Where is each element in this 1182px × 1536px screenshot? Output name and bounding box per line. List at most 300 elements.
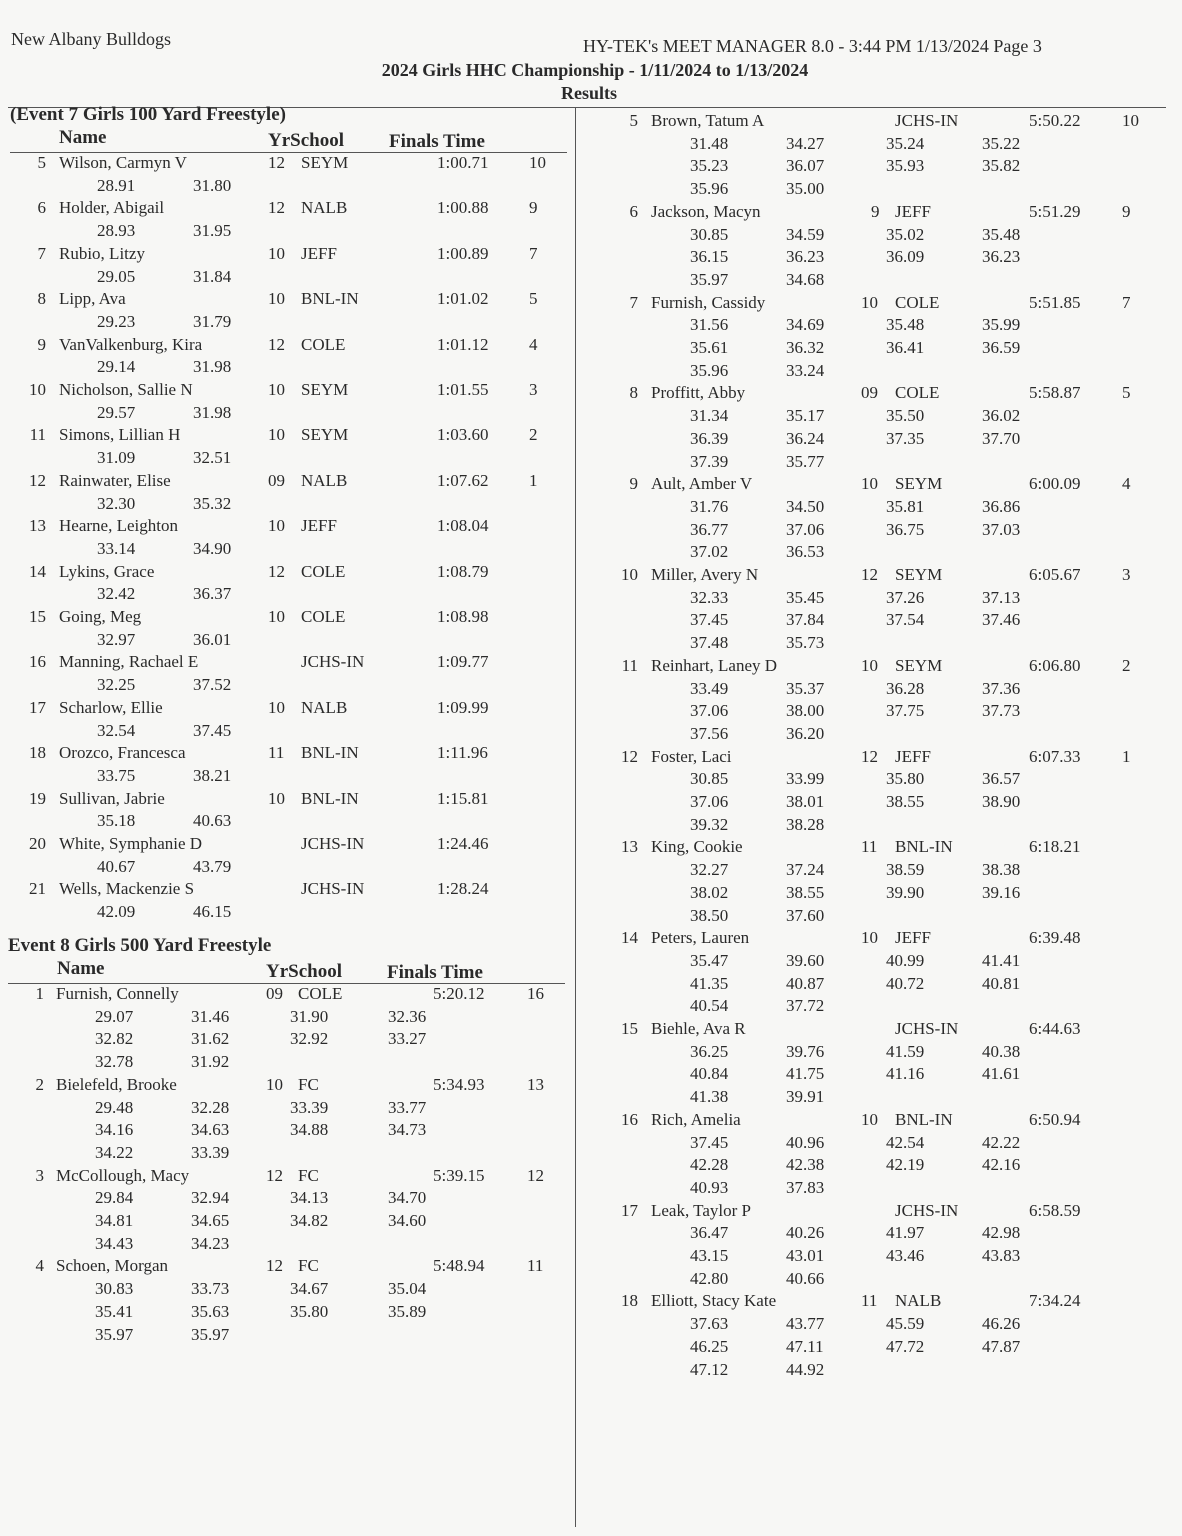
year: 10	[268, 425, 285, 445]
school: BNL-IN	[895, 1109, 953, 1129]
split-time: 35.63	[191, 1301, 230, 1321]
place: 1	[35, 984, 44, 1003]
split-time: 41.59	[886, 1041, 925, 1061]
finals-time: 6:05.67	[1029, 565, 1081, 584]
split-time: 36.57	[982, 769, 1021, 789]
swimmer-name: Simons, Lillian H	[59, 425, 181, 445]
points: 2	[1122, 655, 1131, 675]
place: 10	[29, 380, 46, 399]
split-time: 39.32	[690, 814, 729, 834]
place: 15	[29, 607, 46, 626]
finals-time: 1:28.24	[437, 879, 489, 899]
split-time: 33.77	[388, 1097, 427, 1117]
split-time: 31.48	[690, 133, 729, 153]
school: JCHS-IN	[301, 879, 365, 899]
swimmer-name: Peters, Lauren	[651, 928, 750, 948]
place: 13	[29, 516, 46, 536]
points: 1	[529, 470, 538, 490]
split-time: 29.84	[95, 1188, 134, 1208]
split-time: 35.24	[886, 133, 925, 153]
split-time: 36.41	[886, 338, 925, 357]
split-time: 36.09	[886, 247, 925, 267]
finals-time: 5:48.94	[433, 1256, 485, 1276]
split-time: 34.27	[786, 133, 825, 153]
split-time: 35.02	[886, 224, 925, 244]
finals-time: 6:58.59	[1029, 1200, 1081, 1220]
points: 3	[1122, 565, 1131, 584]
finals-time: 5:39.15	[433, 1165, 485, 1185]
year: 11	[268, 743, 285, 763]
split-time: 29.23	[97, 311, 136, 331]
year: 11	[861, 837, 878, 857]
split-time: 47.11	[786, 1336, 824, 1356]
split-time: 31.95	[193, 221, 232, 241]
swimmer-name: Going, Meg	[59, 607, 142, 626]
split-time: 38.00	[786, 701, 825, 721]
split-time: 33.75	[97, 765, 136, 785]
swimmer-name: Hearne, Leighton	[59, 516, 178, 536]
split-time: 38.90	[982, 792, 1021, 811]
points: 9	[529, 198, 538, 218]
place: 11	[621, 655, 638, 675]
software-info: HY-TEK's MEET MANAGER 8.0 - 3:44 PM 1/13/2024 Page 3	[583, 36, 1042, 56]
split-time: 34.88	[290, 1120, 329, 1140]
school: JEFF	[895, 928, 931, 948]
split-time: 34.22	[95, 1142, 134, 1162]
split-time: 36.07	[786, 156, 825, 176]
split-time: 29.05	[97, 266, 136, 286]
school: COLE	[298, 984, 343, 1003]
split-time: 33.39	[191, 1142, 230, 1162]
split-time: 33.39	[290, 1097, 329, 1117]
split-time: 35.96	[690, 360, 729, 380]
event-8-title: Event 8 Girls 500 Yard Freestyle	[8, 935, 272, 956]
year: 12	[861, 746, 878, 766]
split-time: 37.03	[982, 519, 1021, 539]
split-time: 34.73	[388, 1120, 427, 1140]
swimmer-name: King, Cookie	[651, 837, 743, 857]
place: 5	[629, 111, 638, 130]
split-time: 35.99	[982, 315, 1021, 335]
year: 12	[268, 153, 285, 172]
split-time: 35.97	[191, 1324, 230, 1344]
split-time: 31.46	[191, 1006, 230, 1026]
school: BNL-IN	[895, 837, 953, 857]
split-time: 39.91	[786, 1087, 825, 1107]
school: SEYM	[895, 474, 943, 494]
school: JCHS-IN	[301, 652, 365, 672]
swimmer-name: Furnish, Connelly	[56, 984, 179, 1003]
school: JCHS-IN	[895, 1200, 959, 1220]
split-time: 31.62	[191, 1029, 230, 1049]
split-time: 36.15	[690, 247, 729, 267]
split-time: 29.48	[95, 1097, 134, 1117]
place: 14	[29, 561, 46, 581]
finals-time: 1:01.02	[437, 289, 489, 309]
swimmer-name: Proffitt, Abby	[651, 383, 746, 403]
split-time: 44.92	[786, 1359, 825, 1379]
split-time: 37.45	[690, 610, 729, 630]
school: SEYM	[895, 565, 943, 584]
finals-time: 5:58.87	[1029, 383, 1081, 403]
year: 10	[268, 697, 285, 717]
split-time: 37.48	[690, 633, 729, 653]
points: 13	[527, 1074, 544, 1094]
split-time: 31.09	[97, 448, 136, 468]
split-time: 29.07	[95, 1006, 134, 1026]
split-time: 40.26	[786, 1223, 825, 1243]
swimmer-name: Reinhart, Laney D	[651, 655, 778, 675]
swimmer-name: Foster, Laci	[651, 746, 732, 766]
split-time: 35.47	[690, 950, 729, 970]
split-time: 36.23	[786, 247, 825, 267]
split-time: 33.99	[786, 769, 825, 789]
split-time: 36.75	[886, 519, 925, 539]
column-divider	[575, 107, 576, 1527]
split-time: 36.01	[193, 629, 232, 649]
finals-time: 1:08.79	[437, 561, 489, 581]
split-time: 36.24	[786, 428, 825, 448]
points: 5	[1122, 383, 1131, 403]
swimmer-name: Elliott, Stacy Kate	[651, 1291, 777, 1311]
split-time: 37.52	[193, 675, 232, 695]
place: 14	[621, 928, 638, 948]
split-time: 35.37	[786, 678, 825, 698]
split-time: 32.97	[97, 629, 136, 649]
year: 10	[266, 1074, 283, 1094]
split-time: 34.23	[191, 1233, 230, 1253]
split-time: 37.75	[886, 701, 925, 721]
place: 6	[629, 201, 638, 221]
split-time: 38.50	[690, 905, 729, 925]
points: 2	[529, 425, 538, 445]
place: 18	[29, 743, 46, 763]
split-time: 35.18	[97, 811, 136, 831]
swimmer-name: Lykins, Grace	[59, 561, 155, 581]
split-time: 34.50	[786, 496, 825, 516]
split-time: 31.98	[193, 357, 232, 377]
swimmer-name: Biehle, Ava R	[651, 1019, 746, 1038]
split-time: 42.16	[982, 1155, 1021, 1175]
place: 17	[29, 697, 46, 717]
split-time: 36.39	[690, 428, 729, 448]
split-time: 32.82	[95, 1029, 134, 1049]
split-time: 38.02	[690, 882, 729, 902]
finals-time: 7:34.24	[1029, 1291, 1081, 1311]
swimmer-name: Bielefeld, Brooke	[56, 1074, 177, 1094]
place: 16	[621, 1109, 638, 1129]
school: FC	[298, 1165, 319, 1185]
school: BNL-IN	[301, 289, 359, 309]
split-time: 33.24	[786, 360, 825, 380]
split-time: 38.21	[193, 765, 232, 785]
meet-title	[0, 60, 1182, 81]
split-time: 32.25	[97, 675, 136, 695]
school: JEFF	[895, 201, 931, 221]
split-time: 46.26	[982, 1314, 1021, 1334]
split-time: 35.22	[982, 133, 1021, 153]
split-time: 37.26	[886, 587, 925, 607]
split-time: 30.83	[95, 1279, 134, 1299]
finals-time: 6:00.09	[1029, 474, 1081, 494]
finals-time: 6:07.33	[1029, 746, 1081, 766]
split-time: 36.37	[193, 584, 232, 604]
swimmer-name: McCollough, Macy	[56, 1165, 190, 1185]
split-time: 30.85	[690, 224, 729, 244]
split-time: 39.60	[786, 950, 825, 970]
place: 5	[37, 153, 46, 172]
split-time: 47.12	[690, 1359, 729, 1379]
year: 12	[861, 565, 878, 584]
finals-time: 1:01.55	[437, 380, 489, 399]
swimmer-name: Rich, Amelia	[651, 1109, 741, 1129]
split-time: 39.16	[982, 882, 1021, 902]
finals-time: 1:00.71	[437, 153, 489, 172]
finals-time: 6:39.48	[1029, 928, 1081, 948]
split-time: 33.49	[690, 678, 729, 698]
split-time: 42.80	[690, 1268, 729, 1288]
split-time: 41.16	[886, 1064, 925, 1084]
split-time: 35.32	[193, 493, 232, 513]
split-time: 41.41	[982, 950, 1021, 970]
split-time: 40.87	[786, 973, 825, 993]
split-time: 34.69	[786, 315, 825, 335]
school: JEFF	[895, 746, 931, 766]
split-time: 47.87	[982, 1336, 1021, 1356]
split-time: 37.63	[690, 1314, 729, 1334]
finals-time: 6:50.94	[1029, 1109, 1081, 1129]
place: 21	[29, 879, 46, 899]
split-time: 32.51	[193, 448, 232, 468]
finals-time: 5:51.85	[1029, 292, 1081, 312]
split-time: 43.46	[886, 1246, 925, 1265]
split-time: 32.27	[690, 860, 729, 880]
swimmer-name: Nicholson, Sallie N	[59, 380, 193, 399]
split-time: 37.84	[786, 610, 825, 630]
split-time: 36.59	[982, 338, 1021, 357]
finals-time: 1:00.89	[437, 243, 489, 263]
year: 10	[268, 289, 285, 309]
split-time: 34.81	[95, 1211, 134, 1230]
col-header-name-8: Name	[57, 958, 105, 979]
split-time: 37.83	[786, 1177, 825, 1197]
split-time: 35.89	[388, 1301, 427, 1321]
col-header-yrschool-8: YrSchool	[266, 961, 342, 982]
year: 09	[861, 383, 878, 403]
finals-time: 1:09.99	[437, 697, 489, 717]
school: SEYM	[895, 655, 943, 675]
split-time: 32.94	[191, 1188, 230, 1208]
place: 6	[37, 198, 46, 218]
school: SEYM	[301, 380, 349, 399]
finals-time: 1:24.46	[437, 834, 489, 853]
split-time: 37.06	[786, 519, 825, 539]
finals-time: 6:18.21	[1029, 837, 1081, 857]
split-time: 41.97	[886, 1223, 925, 1243]
year: 10	[268, 243, 285, 263]
split-time: 35.00	[786, 179, 825, 199]
split-time: 32.33	[690, 587, 729, 607]
split-time: 35.97	[95, 1324, 134, 1344]
place: 12	[29, 470, 46, 490]
split-time: 37.70	[982, 428, 1021, 448]
split-time: 34.16	[95, 1120, 134, 1140]
swimmer-name: Rubio, Litzy	[59, 243, 145, 263]
split-time: 37.39	[690, 451, 729, 471]
split-time: 31.56	[690, 315, 729, 335]
col-header-finals-time-8: Finals Time	[387, 962, 483, 983]
school: SEYM	[301, 425, 349, 445]
split-time: 35.73	[786, 633, 825, 653]
place: 11	[29, 425, 46, 445]
split-time: 46.25	[690, 1336, 729, 1356]
split-time: 45.59	[886, 1314, 925, 1334]
points: 5	[529, 289, 538, 309]
finals-time: 5:34.93	[433, 1074, 485, 1094]
event-7-title: (Event 7 Girls 100 Yard Freestyle)	[10, 104, 286, 125]
split-time: 32.28	[191, 1097, 230, 1117]
split-time: 33.27	[388, 1029, 427, 1049]
place: 20	[29, 834, 46, 853]
points: 10	[529, 153, 546, 172]
split-time: 31.84	[193, 266, 232, 286]
split-time: 38.59	[886, 860, 925, 880]
split-time: 42.28	[690, 1155, 729, 1175]
place: 4	[35, 1256, 44, 1276]
split-time: 38.38	[982, 860, 1021, 880]
year: 10	[861, 474, 878, 494]
split-time: 29.57	[97, 402, 136, 422]
split-time: 32.54	[97, 720, 136, 740]
swimmer-name: Miller, Avery N	[651, 565, 759, 584]
swimmer-name: Lipp, Ava	[59, 289, 126, 309]
split-time: 36.47	[690, 1223, 729, 1243]
finals-time: 1:08.98	[437, 607, 489, 626]
split-time: 36.86	[982, 496, 1021, 516]
split-time: 37.45	[690, 1132, 729, 1152]
year: 12	[268, 198, 285, 218]
points: 4	[1122, 474, 1131, 494]
split-time: 46.15	[193, 902, 232, 922]
split-time: 37.72	[786, 996, 825, 1016]
place: 13	[621, 837, 638, 857]
points: 3	[529, 380, 538, 399]
split-time: 39.90	[886, 882, 925, 902]
split-time: 35.96	[690, 179, 729, 199]
split-time: 36.23	[982, 247, 1021, 267]
finals-time: 6:06.80	[1029, 655, 1081, 675]
team-name: New Albany Bulldogs	[11, 29, 171, 49]
split-time: 42.09	[97, 902, 136, 922]
finals-time: 6:44.63	[1029, 1019, 1081, 1038]
place: 18	[621, 1291, 638, 1311]
split-time: 35.04	[388, 1279, 427, 1299]
swimmer-name: Scharlow, Ellie	[59, 697, 163, 717]
place: 9	[37, 334, 46, 354]
split-time: 41.61	[982, 1064, 1021, 1084]
split-time: 36.53	[786, 542, 825, 562]
split-time: 36.02	[982, 406, 1021, 426]
split-time: 32.92	[290, 1029, 329, 1049]
points: 10	[1122, 111, 1139, 130]
split-time: 34.65	[191, 1211, 230, 1230]
split-time: 42.38	[786, 1155, 825, 1175]
swimmer-name: Ault, Amber V	[651, 474, 753, 494]
points: 9	[1122, 201, 1131, 221]
split-time: 29.14	[97, 357, 136, 377]
split-time: 40.81	[982, 973, 1021, 993]
split-time: 35.97	[690, 269, 729, 289]
year: 09	[268, 470, 285, 490]
year: 10	[861, 1109, 878, 1129]
finals-time: 1:08.04	[437, 516, 489, 536]
finals-time: 1:00.88	[437, 198, 489, 218]
split-time: 35.45	[786, 587, 825, 607]
finals-time: 1:09.77	[437, 652, 489, 672]
split-time: 43.79	[193, 856, 232, 876]
place: 8	[629, 383, 638, 403]
split-time: 36.28	[886, 678, 925, 698]
split-time: 35.81	[886, 496, 925, 516]
swimmer-name: Brown, Tatum A	[651, 111, 765, 130]
school: COLE	[301, 561, 346, 581]
place: 17	[621, 1200, 638, 1220]
split-time: 41.35	[690, 973, 729, 993]
split-time: 31.98	[193, 402, 232, 422]
points: 11	[527, 1256, 544, 1276]
school: JCHS-IN	[301, 834, 365, 853]
year: 09	[266, 984, 283, 1003]
split-time: 32.78	[95, 1052, 134, 1072]
finals-time: 5:51.29	[1029, 201, 1081, 221]
split-time: 36.77	[690, 519, 729, 539]
swimmer-name: Wilson, Carmyn V	[59, 153, 187, 172]
split-time: 42.98	[982, 1223, 1021, 1243]
results-label: Results	[561, 83, 618, 103]
split-time: 34.13	[290, 1188, 329, 1208]
finals-time: 1:03.60	[437, 425, 489, 445]
split-time: 31.79	[193, 311, 232, 331]
col-header-yrschool: YrSchool	[268, 130, 344, 151]
split-time: 40.54	[690, 996, 729, 1016]
school: NALB	[895, 1291, 942, 1311]
school: COLE	[301, 607, 346, 626]
split-time: 31.92	[191, 1052, 230, 1072]
split-time: 40.84	[690, 1064, 729, 1084]
split-time: 32.36	[388, 1006, 427, 1026]
split-time: 40.72	[886, 973, 925, 993]
split-time: 37.56	[690, 723, 729, 743]
finals-time: 1:15.81	[437, 788, 489, 808]
split-time: 31.34	[690, 406, 729, 426]
split-time: 37.36	[982, 678, 1021, 698]
split-time: 35.80	[886, 769, 925, 789]
split-time: 34.68	[786, 269, 825, 289]
school: NALB	[301, 697, 348, 717]
split-time: 40.96	[786, 1132, 825, 1152]
finals-time: 1:01.12	[437, 334, 489, 354]
year: 10	[861, 655, 878, 675]
split-time: 37.73	[982, 701, 1021, 721]
swimmer-name: Wells, Mackenzie S	[59, 879, 195, 899]
place: 16	[29, 652, 46, 672]
place: 19	[29, 788, 46, 808]
split-time: 35.82	[982, 156, 1021, 176]
split-time: 37.06	[690, 701, 729, 721]
year: 9	[871, 201, 880, 221]
split-time: 40.93	[690, 1177, 729, 1197]
points: 1	[1122, 746, 1131, 766]
